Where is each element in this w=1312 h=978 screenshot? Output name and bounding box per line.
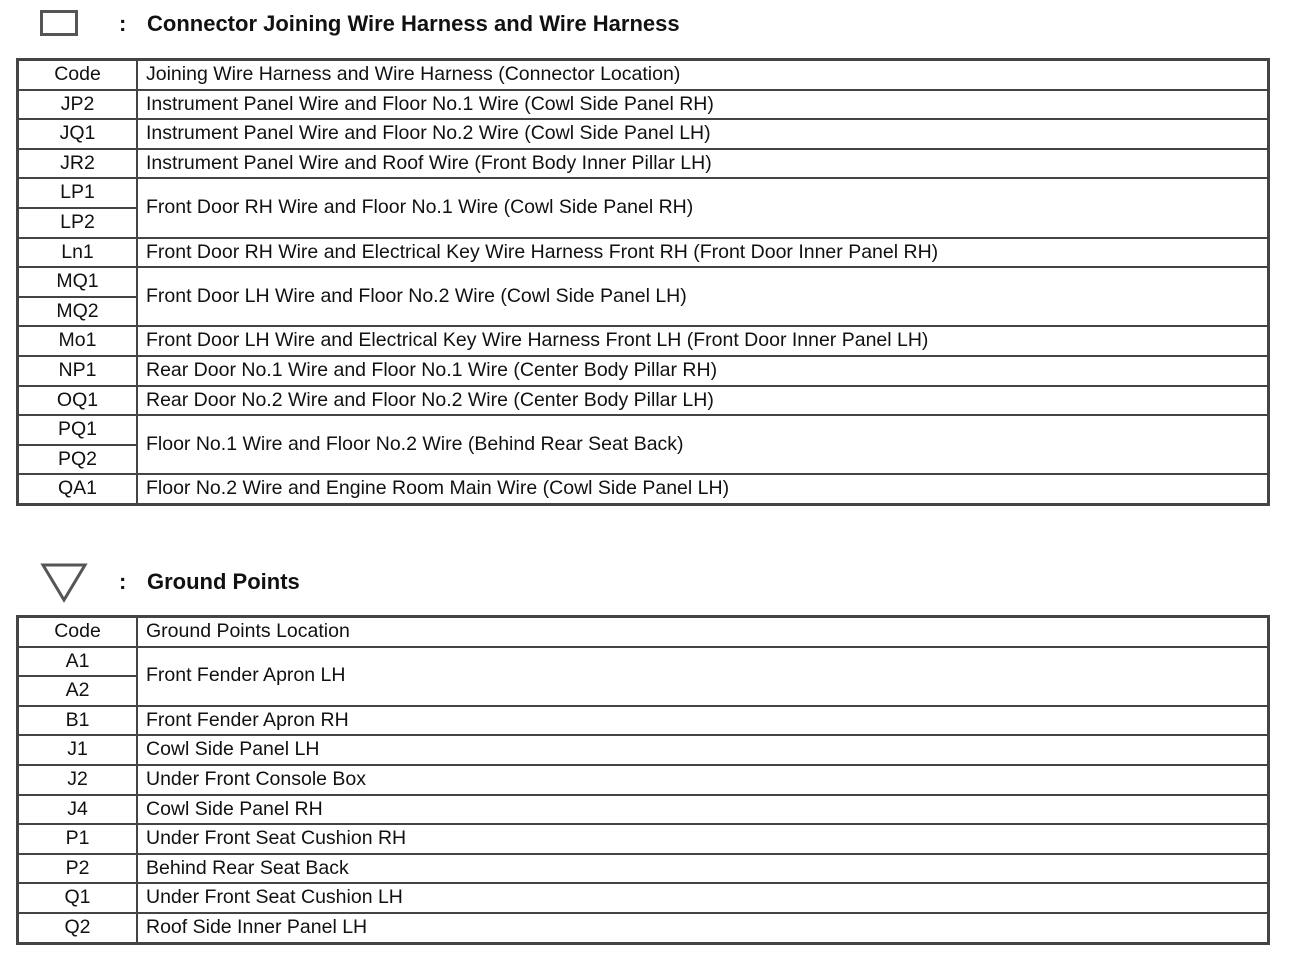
code-cell: NP1 bbox=[18, 356, 138, 386]
table-row bbox=[18, 386, 1269, 416]
description-cell: Front Door LH Wire and Floor No.2 Wire (Cowl Side Panel LH) bbox=[137, 267, 1269, 326]
connector-box-icon bbox=[40, 10, 78, 36]
description-cell: Front Door RH Wire and Floor No.1 Wire (Cowl Side Panel RH) bbox=[137, 178, 1269, 237]
code-cell: A1 bbox=[18, 647, 138, 677]
code-cell: MQ1 bbox=[18, 267, 138, 297]
description-cell: Roof Side Inner Panel LH bbox=[137, 913, 1269, 943]
description-cell: Floor No.2 Wire and Engine Room Main Wire (Cowl Side Panel LH) bbox=[137, 474, 1269, 504]
table-row bbox=[18, 647, 1269, 677]
column-header-description: Ground Points Location bbox=[137, 617, 1269, 647]
description-cell: Front Door LH Wire and Electrical Key Wire Harness Front LH (Front Door Inner Panel LH) bbox=[137, 326, 1269, 356]
code-cell: JP2 bbox=[18, 90, 138, 120]
code-cell: Q1 bbox=[18, 883, 138, 913]
table-row bbox=[18, 735, 1269, 765]
table-row bbox=[18, 854, 1269, 884]
connector-table bbox=[16, 58, 1270, 506]
table-row bbox=[18, 765, 1269, 795]
description-cell: Cowl Side Panel RH bbox=[137, 795, 1269, 825]
column-header-code: Code bbox=[18, 617, 138, 647]
description-cell: Under Front Seat Cushion RH bbox=[137, 824, 1269, 854]
code-cell: J1 bbox=[18, 735, 138, 765]
table-row bbox=[18, 706, 1269, 736]
description-cell: Front Fender Apron LH bbox=[137, 647, 1269, 706]
code-cell: J4 bbox=[18, 795, 138, 825]
description-cell: Under Front Console Box bbox=[137, 765, 1269, 795]
code-cell: Q2 bbox=[18, 913, 138, 943]
ground-section-title: Ground Points bbox=[147, 569, 300, 594]
code-cell: LP2 bbox=[18, 208, 138, 238]
description-cell: Instrument Panel Wire and Roof Wire (Front Body Inner Pillar LH) bbox=[137, 149, 1269, 179]
code-cell: JQ1 bbox=[18, 119, 138, 149]
column-header-description: Joining Wire Harness and Wire Harness (Connector Location) bbox=[137, 60, 1269, 90]
description-cell: Behind Rear Seat Back bbox=[137, 854, 1269, 884]
ground-point-triangle-icon bbox=[40, 562, 88, 604]
table-row bbox=[18, 913, 1269, 943]
code-cell: PQ1 bbox=[18, 415, 138, 445]
table-row bbox=[18, 795, 1269, 825]
code-cell: PQ2 bbox=[18, 445, 138, 475]
code-cell: J2 bbox=[18, 765, 138, 795]
description-cell: Under Front Seat Cushion LH bbox=[137, 883, 1269, 913]
column-header-code: Code bbox=[18, 60, 138, 90]
table-row bbox=[18, 178, 1269, 208]
description-cell: Front Door RH Wire and Electrical Key Wire Harness Front RH (Front Door Inner Panel RH) bbox=[137, 238, 1269, 268]
code-cell: LP1 bbox=[18, 178, 138, 208]
code-cell: P2 bbox=[18, 854, 138, 884]
table-row bbox=[18, 238, 1269, 268]
table-row bbox=[18, 415, 1269, 445]
code-cell: Mo1 bbox=[18, 326, 138, 356]
description-cell: Floor No.1 Wire and Floor No.2 Wire (Behind Rear Seat Back) bbox=[137, 415, 1269, 474]
description-cell: Rear Door No.1 Wire and Floor No.1 Wire (Center Body Pillar RH) bbox=[137, 356, 1269, 386]
code-cell: OQ1 bbox=[18, 386, 138, 416]
description-cell: Front Fender Apron RH bbox=[137, 706, 1269, 736]
description-cell: Instrument Panel Wire and Floor No.1 Wire (Cowl Side Panel RH) bbox=[137, 90, 1269, 120]
code-cell: P1 bbox=[18, 824, 138, 854]
table-row bbox=[18, 824, 1269, 854]
table-header-row bbox=[18, 617, 1269, 647]
code-cell: QA1 bbox=[18, 474, 138, 504]
code-cell: A2 bbox=[18, 676, 138, 706]
table-row bbox=[18, 90, 1269, 120]
code-cell: JR2 bbox=[18, 149, 138, 179]
ground-section-colon: : bbox=[119, 569, 127, 594]
table-row bbox=[18, 356, 1269, 386]
table-row bbox=[18, 326, 1269, 356]
description-cell: Rear Door No.2 Wire and Floor No.2 Wire (Center Body Pillar LH) bbox=[137, 386, 1269, 416]
code-cell: MQ2 bbox=[18, 297, 138, 327]
table-row bbox=[18, 883, 1269, 913]
connector-section-colon: : bbox=[119, 11, 127, 36]
description-cell: Instrument Panel Wire and Floor No.2 Wire (Cowl Side Panel LH) bbox=[137, 119, 1269, 149]
table-row bbox=[18, 474, 1269, 504]
table-header-row bbox=[18, 60, 1269, 90]
table-row bbox=[18, 267, 1269, 297]
code-cell: B1 bbox=[18, 706, 138, 736]
description-cell: Cowl Side Panel LH bbox=[137, 735, 1269, 765]
ground-points-table bbox=[16, 615, 1270, 945]
connector-table-body bbox=[18, 60, 1269, 505]
table-row bbox=[18, 149, 1269, 179]
ground-points-table-body bbox=[18, 617, 1269, 944]
connector-section-title: Connector Joining Wire Harness and Wire Harness bbox=[147, 11, 680, 36]
table-row bbox=[18, 119, 1269, 149]
code-cell: Ln1 bbox=[18, 238, 138, 268]
